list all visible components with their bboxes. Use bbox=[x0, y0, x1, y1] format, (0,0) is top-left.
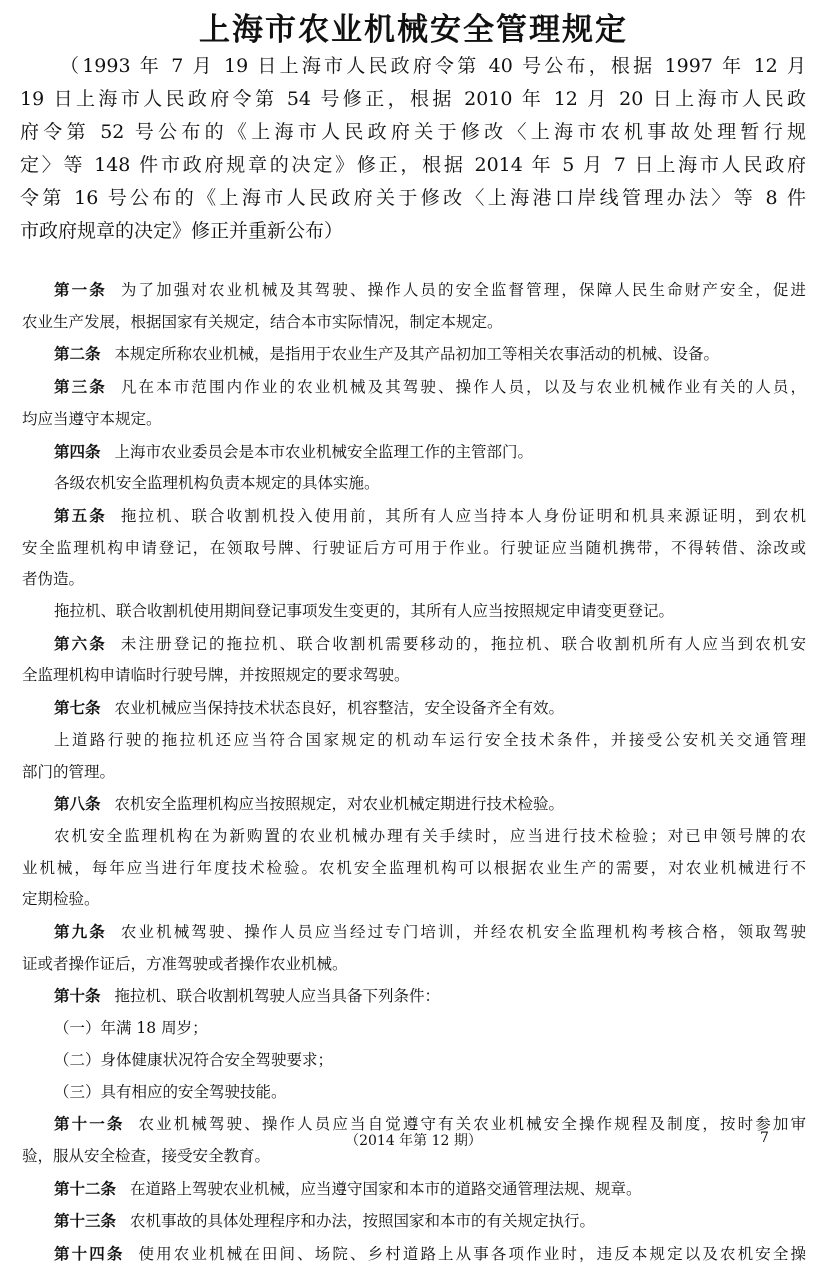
line-text: 安全监理机构申请登记，在领取号牌、行驶证后方可用于作业。行驶证应当随机携带，不得转借、涂改或 bbox=[22, 538, 806, 557]
paragraph bbox=[22, 1173, 806, 1206]
line-text: 拖拉机、联合收割机投入使用前，其所有人应当持本人身份证明和机具来源证明，到农机 bbox=[120, 506, 806, 525]
line-text: 农业机械应当保持技术状态良好，机容整洁，安全设备齐全有效。 bbox=[114, 699, 565, 718]
paragraph-line bbox=[22, 725, 806, 757]
article-label: 第十一条 bbox=[54, 1114, 125, 1134]
paragraph-line bbox=[22, 1077, 806, 1109]
article-label: 第六条 bbox=[54, 633, 107, 653]
paragraph bbox=[22, 725, 806, 788]
paragraph-line bbox=[22, 916, 806, 949]
line-text: 农业机械驾驶、操作人员应当经过专门培训，并经农机安全监理机构考核合格，领取驾驶 bbox=[120, 923, 806, 942]
paragraph bbox=[22, 692, 806, 725]
paragraph bbox=[22, 1077, 806, 1109]
paragraph bbox=[22, 468, 806, 500]
paragraph-line bbox=[22, 757, 806, 789]
paragraph bbox=[22, 1013, 806, 1045]
preamble-line: 令第 16 号公布的《上海市人民政府关于修改〈上海港口岸线管理办法〉等 8 件 bbox=[20, 187, 806, 209]
paragraph-line bbox=[22, 564, 806, 596]
article-label: 第十条 bbox=[54, 986, 101, 1006]
paragraph-line bbox=[22, 884, 806, 916]
paragraph-line bbox=[22, 468, 806, 500]
line-text: 本规定所称农业机械，是指用于农业生产及其产品初加工等相关农事活动的机械、设备。 bbox=[114, 345, 720, 364]
paragraph bbox=[22, 436, 806, 469]
line-text: 未注册登记的拖拉机、联合收割机需要移动的，拖拉机、联合收割机所有人应当到农机安 bbox=[120, 634, 806, 653]
line-text: 使用农业机械在田间、场院、乡村道路上从事各项作业时，违反本规定以及农机安全操 bbox=[138, 1245, 806, 1264]
article-label: 第八条 bbox=[54, 794, 101, 814]
page-number: 7 bbox=[760, 1130, 769, 1146]
line-text: 拖拉机、联合收割机驾驶人应当具备下列条件： bbox=[114, 987, 441, 1006]
document-body bbox=[22, 274, 806, 1271]
article-label: 第三条 bbox=[54, 377, 107, 397]
preamble-line: 定〉等 148 件市政府规章的决定》修正，根据 2014 年 5 月 7 日上海市人民政府 bbox=[20, 154, 806, 176]
line-text: 验，服从安全检查，接受安全教育。 bbox=[22, 1146, 271, 1165]
article-label: 第七条 bbox=[54, 698, 101, 718]
line-text: 农业机械驾驶、操作人员应当自觉遵守有关农业机械安全操作规程及制度，按时参加审 bbox=[138, 1115, 806, 1134]
paragraph-line bbox=[22, 949, 806, 981]
paragraph-line bbox=[22, 660, 806, 692]
line-text: （一）年满 18 周岁； bbox=[54, 1019, 208, 1038]
paragraph-line bbox=[22, 596, 806, 628]
line-text: 上道路行驶的拖拉机还应当符合国家规定的机动车运行安全技术条件，并接受公安机关交通管理 bbox=[54, 730, 806, 749]
article-label: 第五条 bbox=[54, 505, 107, 525]
paragraph bbox=[22, 1238, 806, 1271]
line-text: 凡在本市范围内作业的农业机械及其驾驶、操作人员，以及与农业机械作业有关的人员， bbox=[120, 378, 806, 397]
article-label: 第十四条 bbox=[54, 1244, 125, 1264]
article-label: 第一条 bbox=[54, 280, 107, 299]
paragraph bbox=[22, 500, 806, 596]
paragraph-line bbox=[22, 853, 806, 885]
paragraph-line bbox=[22, 274, 806, 307]
paragraph bbox=[22, 628, 806, 692]
footer-issue: （2014 年第 12 期） bbox=[345, 1133, 482, 1149]
paragraph bbox=[22, 1045, 806, 1077]
paragraph-line bbox=[22, 821, 806, 853]
line-text: 各级农机安全监理机构负责本规定的具体实施。 bbox=[54, 474, 380, 493]
preamble-line: 19 日上海市人民政府令第 54 号修正，根据 2010 年 12 月 20 日上海市人民政 bbox=[20, 88, 806, 110]
paragraph-line bbox=[22, 500, 806, 533]
paragraph-line bbox=[22, 371, 806, 404]
paragraph-line bbox=[22, 338, 806, 371]
preamble-line: 市政府规章的决定》修正并重新公布） bbox=[20, 220, 344, 242]
document-title: 上海市农业机械安全管理规定 bbox=[199, 12, 628, 48]
paragraph bbox=[22, 371, 806, 435]
paragraph-line bbox=[22, 533, 806, 565]
line-text: 农业生产发展，根据国家有关规定，结合本市实际情况，制定本规定。 bbox=[22, 312, 503, 331]
line-text: 在道路上驾驶农业机械，应当遵守国家和本市的道路交通管理法规、规章。 bbox=[130, 1179, 642, 1198]
paragraph bbox=[22, 274, 806, 338]
line-text: 均应当遵守本规定。 bbox=[22, 409, 162, 428]
line-text: （二）身体健康状况符合安全驾驶要求； bbox=[54, 1050, 334, 1069]
line-text: 上海市农业委员会是本市农业机械安全监理工作的主管部门。 bbox=[114, 442, 534, 461]
article-label: 第四条 bbox=[54, 441, 101, 461]
paragraph-line bbox=[22, 307, 806, 339]
line-text: 农机事故的具体处理程序和办法，按照国家和本市的有关规定执行。 bbox=[130, 1212, 596, 1231]
line-text: 拖拉机、联合收割机使用期间登记事项发生变更的，其所有人应当按照规定申请变更登记。 bbox=[54, 602, 675, 621]
paragraph-line bbox=[22, 980, 806, 1013]
article-label: 第十二条 bbox=[54, 1178, 117, 1198]
paragraph-line bbox=[22, 1205, 806, 1238]
paragraph-line bbox=[22, 628, 806, 661]
preamble-line: （1993 年 7 月 19 日上海市人民政府令第 40 号公布，根据 1997 年 12 月 bbox=[60, 55, 806, 77]
line-text: 农机安全监理机构在为新购置的农业机械办理有关手续时，应当进行技术检验；对已申领号牌的农 bbox=[54, 826, 806, 845]
line-text: （三）具有相应的安全驾驶技能。 bbox=[54, 1082, 287, 1101]
preamble-line: 府令第 52 号公布的《上海市人民政府关于修改〈上海市农机事故处理暂行规 bbox=[20, 121, 806, 143]
line-text: 为了加强对农业机械及其驾驶、操作人员的安全监督管理，保障人民生命财产安全，促进 bbox=[120, 281, 806, 299]
article-label: 第二条 bbox=[54, 344, 101, 364]
line-text: 全监理机构申请临时行驶号牌，并按照规定的要求驾驶。 bbox=[22, 666, 410, 685]
paragraph bbox=[22, 980, 806, 1013]
paragraph-line bbox=[22, 1238, 806, 1271]
preamble bbox=[20, 50, 806, 248]
line-text: 定期检验。 bbox=[22, 890, 100, 909]
paragraph bbox=[22, 338, 806, 371]
paragraph-line bbox=[22, 1173, 806, 1206]
article-label: 第九条 bbox=[54, 922, 107, 942]
paragraph bbox=[22, 1205, 806, 1238]
line-text: 者伪造。 bbox=[22, 570, 85, 589]
line-text: 证或者操作证后，方准驾驶或者操作农业机械。 bbox=[22, 954, 348, 973]
paragraph-line bbox=[22, 1013, 806, 1045]
line-text: 业机械，每年应当进行年度技术检验。农机安全监理机构可以根据农业生产的需要，对农业机械进行不 bbox=[22, 858, 806, 877]
paragraph-line bbox=[22, 692, 806, 725]
line-text: 农机安全监理机构应当按照规定，对农业机械定期进行技术检验。 bbox=[114, 795, 565, 814]
paragraph-line bbox=[22, 404, 806, 436]
paragraph-line bbox=[22, 436, 806, 469]
paragraph-line bbox=[22, 788, 806, 821]
line-text: 部门的管理。 bbox=[22, 762, 116, 781]
paragraph-line bbox=[22, 1045, 806, 1077]
paragraph bbox=[22, 821, 806, 916]
article-label: 第十三条 bbox=[54, 1211, 117, 1231]
paragraph bbox=[22, 916, 806, 980]
paragraph bbox=[22, 596, 806, 628]
paragraph bbox=[22, 788, 806, 821]
